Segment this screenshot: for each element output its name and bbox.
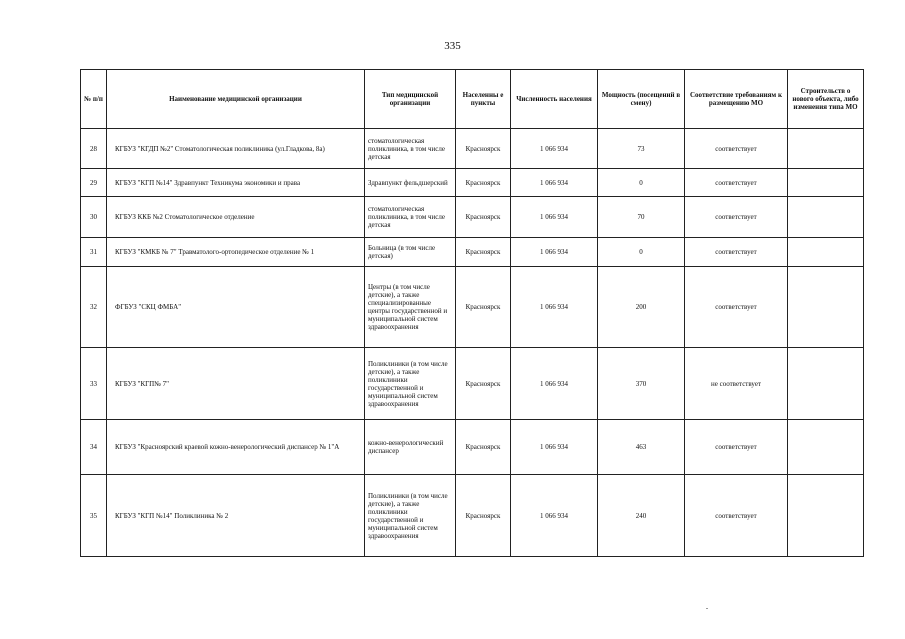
population: 1 066 934 — [511, 238, 598, 267]
table-row — [81, 129, 864, 169]
table-row — [81, 475, 864, 557]
compliance: соответствует — [685, 238, 788, 267]
header-population: Численность населения — [511, 70, 598, 129]
construction — [788, 129, 864, 169]
row-number: 35 — [81, 475, 107, 557]
organization-name: КГБУЗ "КГП №14" Поликлиника № 2 — [107, 475, 365, 557]
table-row — [81, 420, 864, 475]
locality: Красноярск — [456, 348, 511, 420]
construction — [788, 348, 864, 420]
header-row — [81, 70, 864, 129]
organization-name: КГБУЗ "КГП№ 7" — [107, 348, 365, 420]
locality: Красноярск — [456, 475, 511, 557]
locality: Красноярск — [456, 267, 511, 348]
population: 1 066 934 — [511, 197, 598, 238]
population: 1 066 934 — [511, 420, 598, 475]
compliance: соответствует — [685, 169, 788, 197]
locality: Красноярск — [456, 420, 511, 475]
organization-type: Центры (в том числе детские), а также специализированные центры государственной и муниципальной систем здравоохранения — [365, 267, 456, 348]
capacity: 70 — [598, 197, 685, 238]
organization-name: КГБУЗ "КГДП №2" Стоматологическая поликлиника (ул.Гладкова, 8а) — [107, 129, 365, 169]
header-name: Наименование медицинской организации — [107, 70, 365, 129]
capacity: 73 — [598, 129, 685, 169]
organization-type: кожно-венерологический диспансер — [365, 420, 456, 475]
table-row — [81, 348, 864, 420]
locality: Красноярск — [456, 197, 511, 238]
capacity: 370 — [598, 348, 685, 420]
table-row — [81, 169, 864, 197]
header-num: № п/п — [81, 70, 107, 129]
table-row — [81, 197, 864, 238]
construction — [788, 267, 864, 348]
organization-name: КГБУЗ "КМКБ № 7" Травматолого-ортопедическое отделение № 1 — [107, 238, 365, 267]
construction — [788, 475, 864, 557]
row-number: 33 — [81, 348, 107, 420]
compliance: соответствует — [685, 129, 788, 169]
compliance: не соответствует — [685, 348, 788, 420]
page-number: 335 — [444, 40, 461, 52]
row-number: 29 — [81, 169, 107, 197]
capacity: 0 — [598, 238, 685, 267]
compliance: соответствует — [685, 267, 788, 348]
medical-organizations-table — [80, 69, 864, 557]
locality: Красноярск — [456, 129, 511, 169]
organization-name: ФГБУЗ "СКЦ ФМБА" — [107, 267, 365, 348]
row-number: 28 — [81, 129, 107, 169]
population: 1 066 934 — [511, 475, 598, 557]
capacity: 240 — [598, 475, 685, 557]
construction — [788, 420, 864, 475]
locality: Красноярск — [456, 169, 511, 197]
organization-type: Поликлиники (в том числе детские), а также поликлиники государственной и муниципальной систем здравоохранения — [365, 475, 456, 557]
organization-name: КГБУЗ "Красноярский краевой кожно-венерологический диспансер № 1"А — [107, 420, 365, 475]
population: 1 066 934 — [511, 267, 598, 348]
population: 1 066 934 — [511, 169, 598, 197]
capacity: 463 — [598, 420, 685, 475]
population: 1 066 934 — [511, 348, 598, 420]
capacity: 200 — [598, 267, 685, 348]
header-capacity: Мощность (посещений в смену) — [598, 70, 685, 129]
row-number: 31 — [81, 238, 107, 267]
compliance: соответствует — [685, 475, 788, 557]
row-number: 32 — [81, 267, 107, 348]
row-number: 34 — [81, 420, 107, 475]
construction — [788, 169, 864, 197]
organization-type: стоматологическая поликлиника, в том числе детская — [365, 197, 456, 238]
organization-name: КГБУЗ ККБ №2 Стоматологическое отделение — [107, 197, 365, 238]
table-row — [81, 267, 864, 348]
capacity: 0 — [598, 169, 685, 197]
row-number: 30 — [81, 197, 107, 238]
header-locality: Населенны е пункты — [456, 70, 511, 129]
organization-type: Поликлиники (в том числе детские), а также поликлиники государственной и муниципальной систем здравоохранения — [365, 348, 456, 420]
organization-name: КГБУЗ "КГП №14" Здравпункт Техникума экономики и права — [107, 169, 365, 197]
header-construction: Строительств о нового объекта, либо изменения типа МО — [788, 70, 864, 129]
table-row — [81, 238, 864, 267]
population: 1 066 934 — [511, 129, 598, 169]
compliance: соответствует — [685, 197, 788, 238]
organization-type: Здравпункт фельдшерский — [365, 169, 456, 197]
scan-speck — [706, 608, 708, 609]
organization-type: стоматологическая поликлиника, в том числе детская — [365, 129, 456, 169]
locality: Красноярск — [456, 238, 511, 267]
compliance: соответствует — [685, 420, 788, 475]
construction — [788, 238, 864, 267]
organization-type: Больница (в том числе детская) — [365, 238, 456, 267]
header-type: Тип медицинской организации — [365, 70, 456, 129]
construction — [788, 197, 864, 238]
header-compliance: Соответствие требованиям к размещению МО — [685, 70, 788, 129]
